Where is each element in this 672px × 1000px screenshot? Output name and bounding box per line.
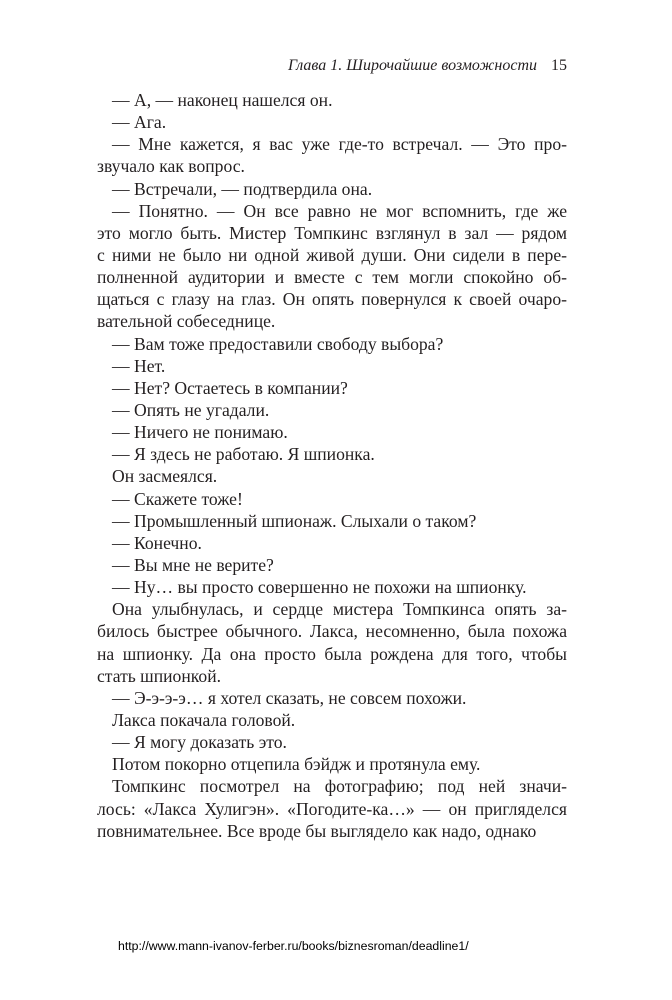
text-line: Томпкинс посмотрел на фотографию; под ней значи-	[112, 776, 567, 797]
text-line: Потом покорно отцепила бэйдж и протянула ему.	[112, 754, 481, 775]
text-line: Она улыбнулась, и сердце мистера Томпкинса опять за-	[112, 599, 567, 620]
paragraph	[97, 443, 567, 465]
text-line: щаться с глазу на глаз. Он опять повернулся к своей очаро-	[97, 289, 567, 310]
text-line: — Мне кажется, я вас уже где-то встречал. — Это про-	[112, 134, 567, 155]
paragraph	[97, 355, 567, 377]
text-line: на шпионку. Да она просто была рождена для того, чтобы	[97, 643, 567, 664]
text-line: — Конечно.	[112, 532, 202, 553]
paragraph	[97, 554, 567, 576]
paragraph	[97, 510, 567, 532]
running-header	[97, 57, 567, 75]
text-line: — Ага.	[112, 112, 167, 133]
text-line: билось быстрее обычного. Лакса, несомненно, была похожа	[97, 621, 567, 642]
text-line: повнимательнее. Все вроде бы выглядело как надо, однако	[97, 820, 537, 841]
paragraph	[97, 200, 567, 333]
paragraph	[97, 333, 567, 355]
text-line: стать шпионкой.	[97, 665, 222, 686]
paragraph	[97, 775, 567, 841]
text-line: — Я могу доказать это.	[112, 732, 287, 753]
paragraph	[97, 576, 567, 598]
paragraph	[97, 532, 567, 554]
text-line: — Скажете тоже!	[112, 488, 243, 509]
text-line: — Опять не угадали.	[112, 399, 270, 420]
paragraph	[97, 753, 567, 775]
paragraph	[97, 399, 567, 421]
text-line: — Ничего не понимаю.	[112, 422, 288, 443]
paragraph	[97, 421, 567, 443]
paragraph	[97, 598, 567, 687]
page-number: 15	[551, 57, 567, 74]
text-line: лось: «Лакса Хулигэн». «Погодите-ка…» — он пригляделся	[97, 798, 567, 819]
text-line: — Я здесь не работаю. Я шпионка.	[112, 444, 375, 465]
paragraph	[97, 133, 567, 177]
text-line: — Вам тоже предоставили свободу выбора?	[112, 333, 444, 354]
paragraph	[97, 377, 567, 399]
text-line: Лакса покачала головой.	[112, 709, 296, 730]
text-line: — Ну… вы просто совершенно не похожи на шпионку.	[112, 577, 527, 598]
text-line: — А, — наконец нашелся он.	[112, 90, 333, 110]
text-line: звучало как вопрос.	[97, 156, 245, 177]
paragraph	[97, 731, 567, 753]
page-body-text	[97, 89, 567, 842]
paragraph	[97, 709, 567, 731]
text-line: это могло быть. Мистер Томпкинс взглянул в зал — рядом	[97, 222, 567, 243]
text-line: — Понятно. — Он все равно не мог вспомнить, где же	[112, 200, 567, 221]
paragraph	[97, 89, 567, 111]
paragraph	[97, 111, 567, 133]
text-line: — Нет.	[112, 355, 166, 376]
chapter-title: Глава 1. Широчайшие возможности	[288, 57, 537, 74]
paragraph	[97, 488, 567, 510]
text-line: — Встречали, — подтвердила она.	[112, 178, 373, 199]
text-line: — Э-э-э-э… я хотел сказать, не совсем похожи.	[112, 687, 467, 708]
text-line: полненной аудитории и вместе с тем могли спокойно об-	[97, 267, 567, 288]
paragraph	[97, 178, 567, 200]
paragraph	[97, 687, 567, 709]
text-line: вательной собеседнице.	[97, 311, 276, 332]
paragraph	[97, 465, 567, 487]
source-url: http://www.mann-ivanov-ferber.ru/books/biznesroman/deadline1/	[118, 939, 469, 953]
text-line: с ними не было ни одной живой души. Они сидели в пере-	[97, 244, 567, 265]
text-line: — Промышленный шпионаж. Слыхали о таком?	[112, 510, 477, 531]
text-line: Он засмеялся.	[112, 466, 218, 487]
text-line: — Вы мне не верите?	[112, 554, 274, 575]
text-line: — Нет? Остаетесь в компании?	[112, 377, 348, 398]
